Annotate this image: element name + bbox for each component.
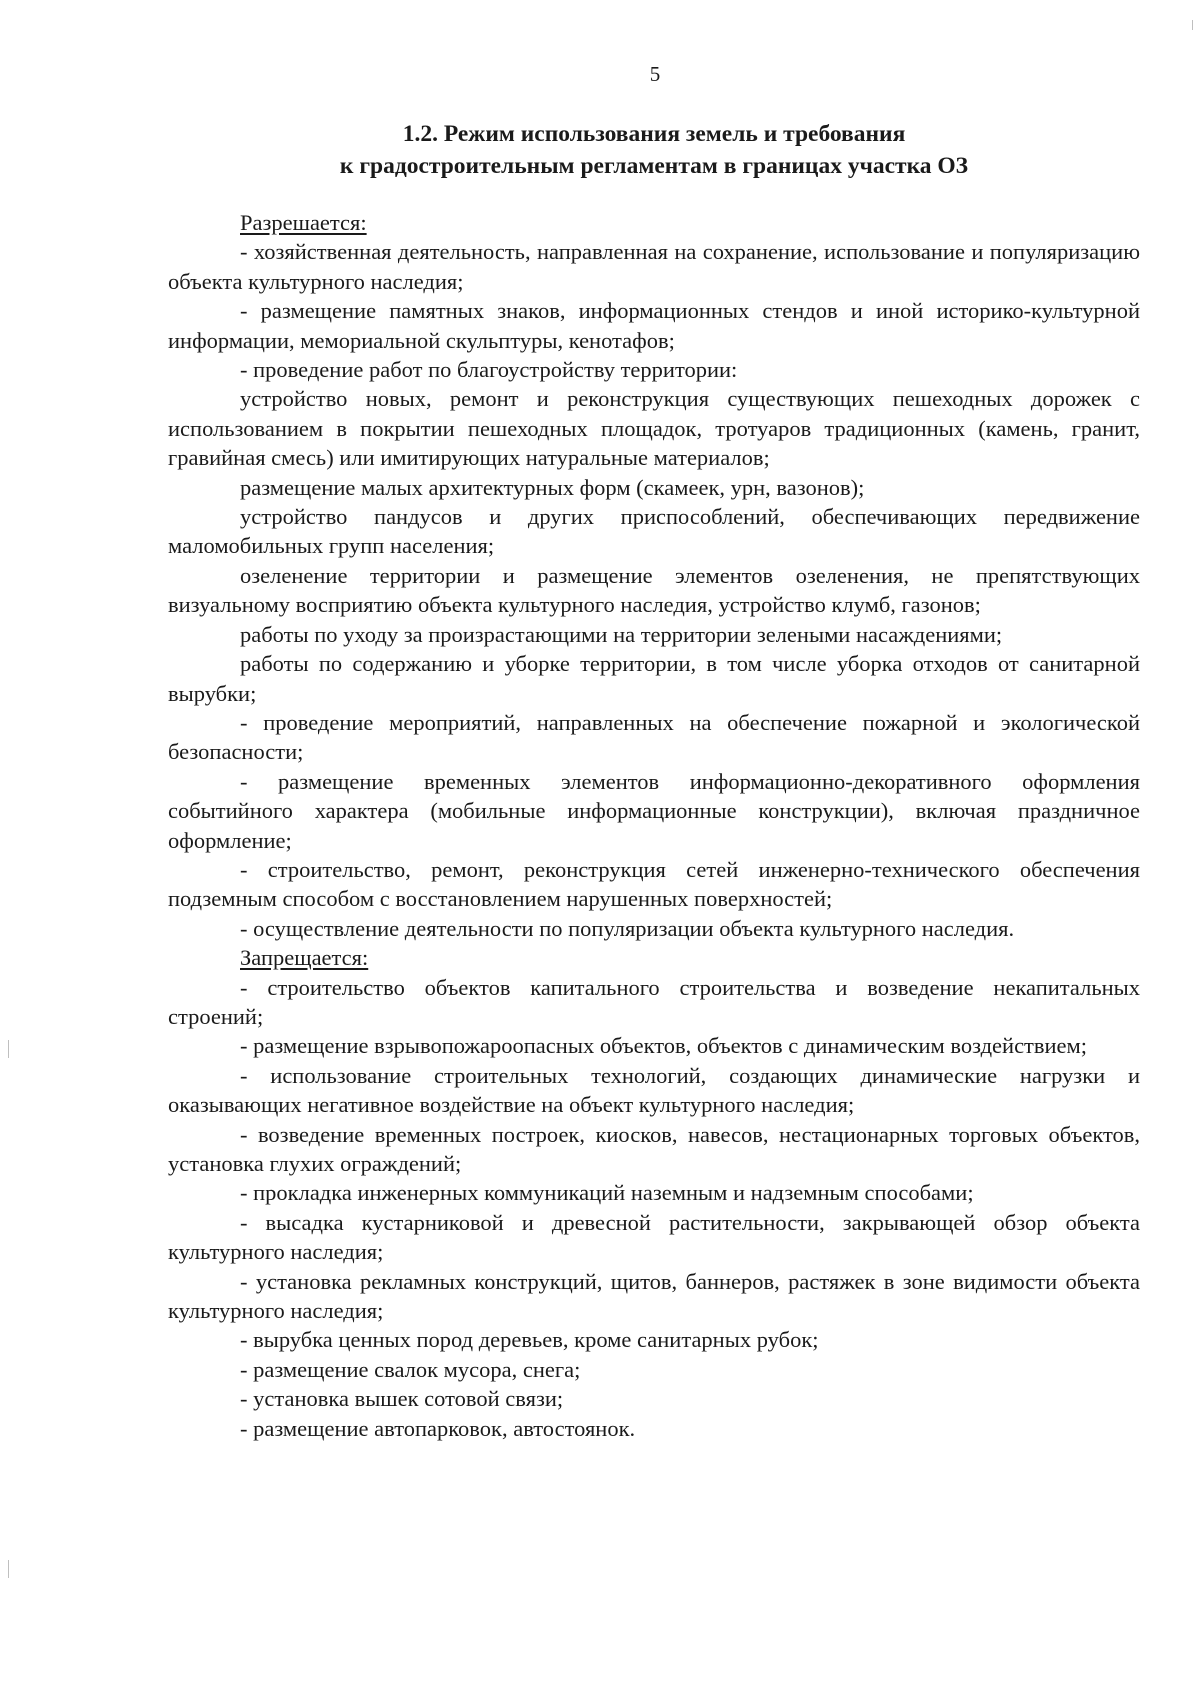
- allowed-item: - проведение мероприятий, направленных на обеспечение пожарной и экологической безопасности;: [168, 709, 1140, 765]
- forbidden-heading: Запрещается:: [240, 945, 369, 971]
- allowed-heading: Разрешается:: [240, 210, 367, 235]
- forbidden-item: - размещение свалок мусора, снега;: [240, 1356, 581, 1382]
- forbidden-item: - установка рекламных конструкций, щитов, баннеров, растяжек в зоне видимости объекта культурного наследия;: [168, 1268, 1140, 1324]
- scan-mark: [8, 1560, 9, 1578]
- forbidden-item: - высадка кустарниковой и древесной растительности, закрывающей обзор объекта культурного наследия;: [168, 1209, 1140, 1265]
- allowed-item: - строительство, ремонт, реконструкция сетей инженерно-технического обеспечения подземным способом с восстановлением нарушенных поверхностей;: [168, 856, 1140, 912]
- allowed-item: - размещение памятных знаков, информационных стендов и иной историко-культурной информации, мемориальной скульптуры, кенотафов;: [168, 298, 1140, 353]
- section-title: [168, 118, 1140, 182]
- allowed-item: работы по уходу за произрастающими на территории зелеными насаждениями;: [240, 621, 1003, 647]
- forbidden-item: - использование строительных технологий, создающих динамические нагрузки и оказывающих негативное воздействие на объект культурного наследия;: [168, 1062, 1140, 1118]
- page-number: 5: [649, 62, 661, 86]
- forbidden-item: - установка вышек сотовой связи;: [240, 1386, 564, 1412]
- section-title-line-2: к градостроительным регламентам в границах участка ОЗ: [339, 153, 969, 179]
- forbidden-item: - вырубка ценных пород деревьев, кроме санитарных рубок;: [240, 1327, 819, 1353]
- allowed-item: устройство новых, ремонт и реконструкция существующих пешеходных дорожек с использованием в покрытии пешеходных площадок, тротуаров традиционных (камень, гранит, гравийная смесь) или имитирующих натуральные материалов;: [168, 386, 1140, 471]
- forbidden-item: - строительство объектов капитального строительства и возведение некапитальных строений;: [168, 974, 1140, 1029]
- scan-mark: [1192, 20, 1193, 30]
- allowed-item: - размещение временных элементов информационно-декоративного оформления событийного характера (мобильные информационные конструкции), включая праздничное оформление;: [168, 768, 1140, 853]
- forbidden-item: - размещение взрывопожароопасных объектов, объектов с динамическим воздействием;: [240, 1033, 1088, 1059]
- allowed-item: - осуществление деятельности по популяризации объекта культурного наследия.: [240, 915, 1015, 941]
- section-title-line-1: 1.2. Режим использования земель и требования: [402, 121, 906, 147]
- regulations-body: [168, 208, 1140, 1443]
- scan-mark: [8, 1040, 9, 1058]
- forbidden-item: - возведение временных построек, киосков, навесов, нестационарных торговых объектов, установка глухих ограждений;: [168, 1121, 1140, 1176]
- forbidden-item: - размещение автопарковок, автостоянок.: [240, 1415, 636, 1441]
- allowed-item: работы по содержанию и уборке территории, в том числе уборка отходов от санитарной вырубки;: [168, 651, 1140, 706]
- allowed-item: - хозяйственная деятельность, направленная на сохранение, использование и популяризацию объекта культурного наследия;: [168, 239, 1140, 294]
- allowed-item: озеленение территории и размещение элементов озеленения, не препятствующих визуальному восприятию объекта культурного наследия, устройство клумб, газонов;: [168, 562, 1140, 618]
- allowed-item: размещение малых архитектурных форм (скамеек, урн, вазонов);: [240, 474, 865, 500]
- allowed-item: устройство пандусов и других приспособлений, обеспечивающих передвижение маломобильных групп населения;: [168, 504, 1140, 559]
- allowed-item: - проведение работ по благоустройству территории:: [240, 357, 738, 383]
- forbidden-item: - прокладка инженерных коммуникаций наземным и надземным способами;: [240, 1180, 974, 1206]
